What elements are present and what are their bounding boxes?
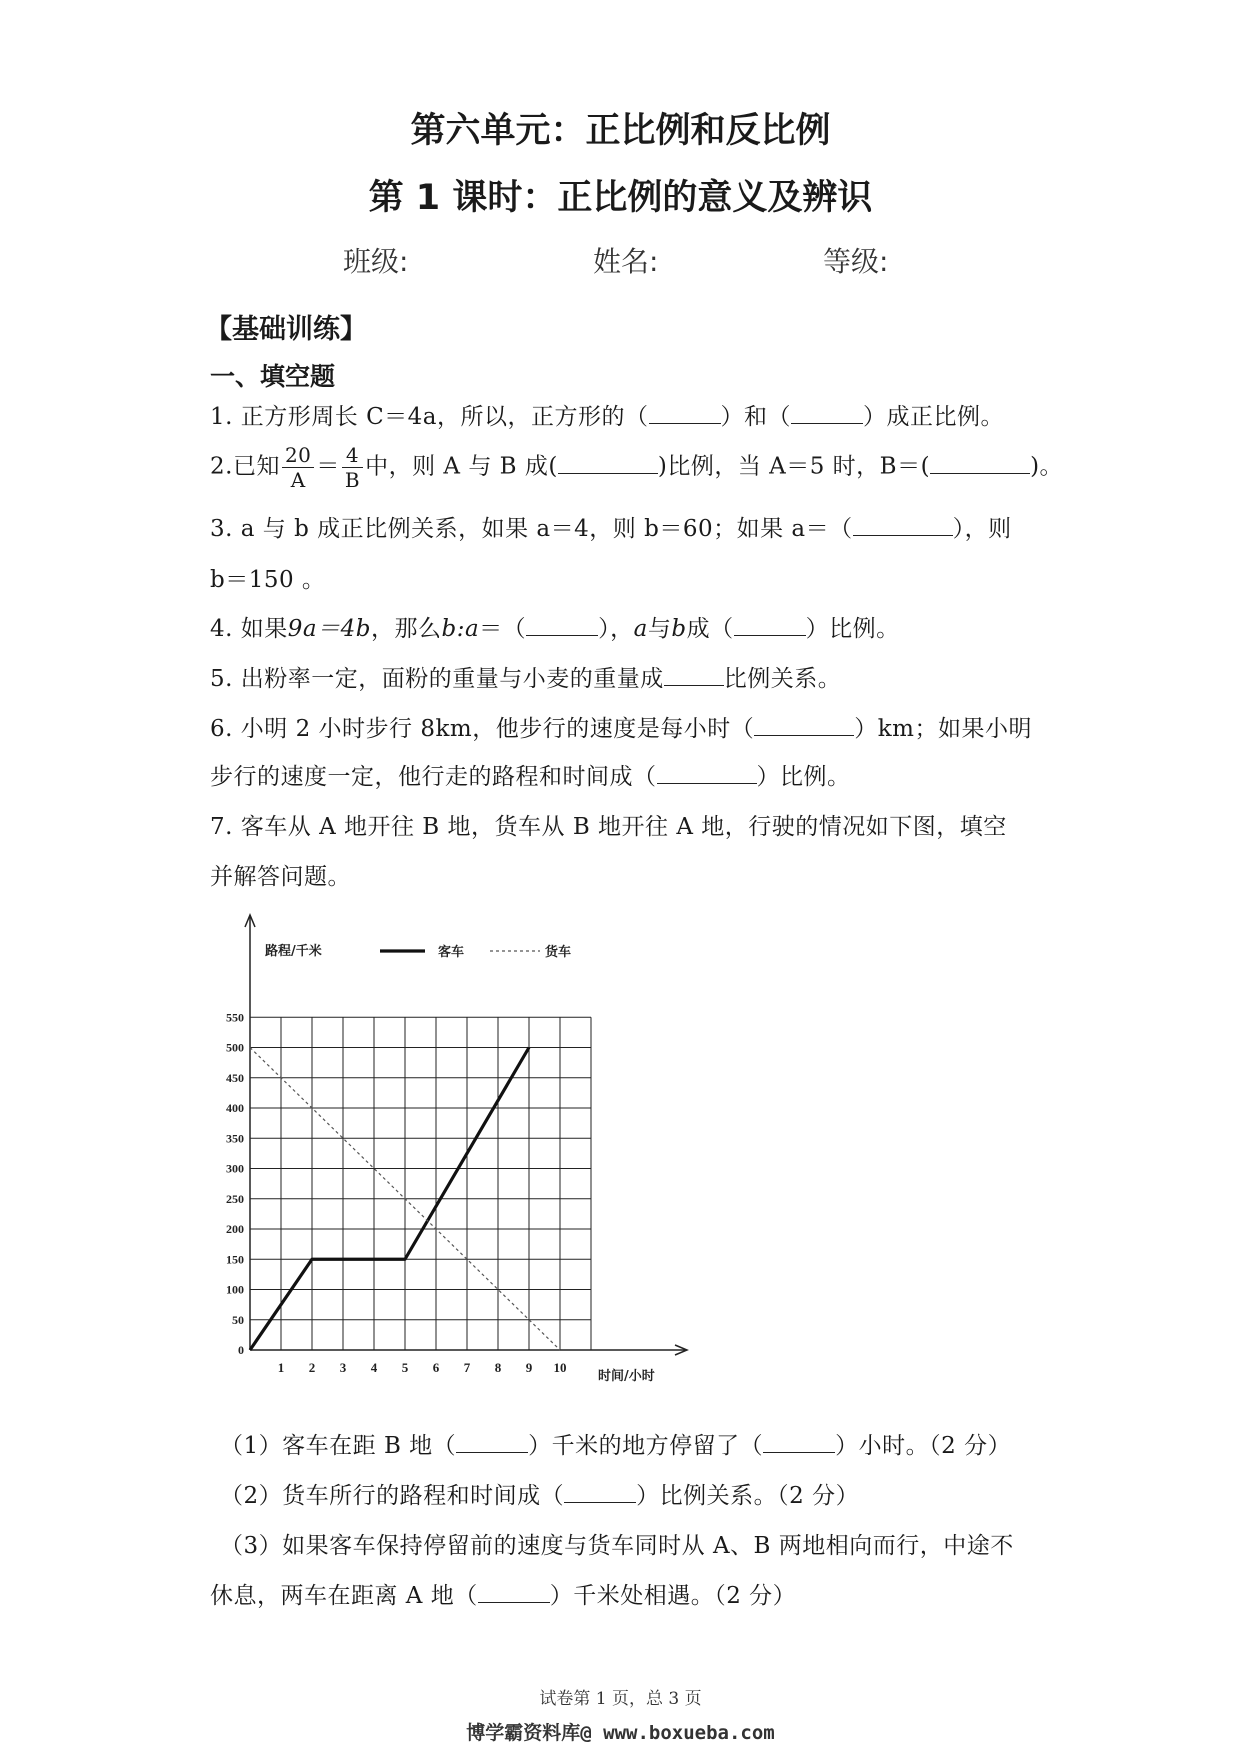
answer-blank[interactable] bbox=[456, 1451, 528, 1453]
question-7: 7. 客车从 A 地开往 B 地，货车从 B 地开往 A 地，行驶的情况如下图，填空 bbox=[210, 814, 1007, 840]
y-axis-label: 路程/千米 bbox=[265, 944, 322, 959]
chart-grid bbox=[250, 1017, 591, 1350]
lesson-title: 第 1 课时：正比例的意义及辨识 bbox=[368, 178, 873, 218]
basic-training-heading: 【基础训练】 bbox=[205, 314, 367, 345]
y-tick-label: 500 bbox=[226, 1040, 244, 1055]
x-tick-label: 4 bbox=[370, 1360, 378, 1375]
x-tick-label: 9 bbox=[525, 1360, 533, 1375]
x-tick-label: 3 bbox=[339, 1360, 347, 1375]
unit-title: 第六单元：正比例和反比例 bbox=[410, 111, 831, 151]
answer-blank[interactable] bbox=[558, 472, 658, 474]
x-axis-label: 时间/小时 bbox=[598, 1369, 655, 1384]
y-tick-label: 400 bbox=[226, 1101, 244, 1115]
distance-time-chart bbox=[200, 905, 720, 1385]
question-3: 3. a 与 b 成正比例关系，如果 a＝4，则 b＝60；如果 a＝（ ），则 bbox=[210, 516, 1012, 542]
y-tick-label: 100 bbox=[226, 1282, 244, 1297]
fraction-20-over-a: $\frac{20}{A}$ bbox=[282, 443, 314, 492]
y-tick-label: 450 bbox=[226, 1070, 244, 1085]
answer-blank[interactable] bbox=[754, 734, 854, 736]
question-6: 6. 小明 2 小时步行 8km，他步行的速度是每小时（ ）km；如果小明 bbox=[210, 716, 1032, 742]
answer-blank[interactable] bbox=[657, 782, 757, 784]
answer-blank[interactable] bbox=[930, 472, 1030, 474]
question-5: 5. 出粉率一定，面粉的重量与小麦的重量成 比例关系。 bbox=[210, 666, 842, 692]
grade-label: 等级: bbox=[823, 245, 889, 278]
chart-ticks bbox=[226, 943, 655, 1384]
x-tick-label: 1 bbox=[277, 1360, 285, 1375]
question-7-line-2: 并解答问题。 bbox=[210, 864, 351, 890]
y-tick-label: 350 bbox=[226, 1131, 244, 1146]
legend-label-freight-truck: 货车 bbox=[545, 945, 572, 960]
class-label: 班级: bbox=[343, 245, 409, 278]
question-1: 1. 正方形周长 C＝4a，所以，正方形的（ ）和（ ）成正比例。 bbox=[210, 404, 1005, 430]
answer-blank[interactable] bbox=[853, 534, 953, 536]
question-4: 4. 如果9a＝4b，那么b:a＝（ ），a与b成（ ）比例。 bbox=[210, 616, 900, 642]
chart-legend bbox=[380, 944, 571, 960]
x-tick-label: 5 bbox=[401, 1360, 409, 1375]
question-2: 2.已知 $\frac{20}{A}$ ＝ $\frac{4}{B}$ 中，则 A 与 B 成( )比例，当 A＝5 时，B＝( )。 bbox=[210, 443, 1064, 492]
y-tick-label: 250 bbox=[226, 1191, 244, 1206]
answer-blank[interactable] bbox=[564, 1501, 636, 1503]
page-footer: 试卷第 1 页，总 3 页 bbox=[539, 1689, 702, 1709]
fraction-4-over-b: $\frac{4}{B}$ bbox=[342, 443, 363, 492]
y-tick-label: 0 bbox=[238, 1343, 244, 1357]
y-tick-label: 150 bbox=[226, 1252, 244, 1267]
sub-question-1: （1）客车在距 B 地（ ）千米的地方停留了（ ）小时。（2 分） bbox=[220, 1433, 1012, 1459]
answer-blank[interactable] bbox=[734, 634, 806, 636]
answer-blank[interactable] bbox=[649, 422, 721, 424]
answer-blank[interactable] bbox=[664, 684, 724, 686]
answer-blank[interactable] bbox=[791, 422, 863, 424]
x-tick-label: 8 bbox=[494, 1360, 502, 1375]
answer-blank[interactable] bbox=[763, 1451, 835, 1453]
answer-blank[interactable] bbox=[526, 634, 598, 636]
y-tick-label: 550 bbox=[226, 1010, 244, 1025]
sub-question-3-line-2: 休息，两车在距离 A 地（ ）千米处相遇。（2 分） bbox=[210, 1583, 797, 1609]
answer-blank[interactable] bbox=[478, 1601, 550, 1603]
x-tick-label: 7 bbox=[463, 1360, 471, 1375]
question-6-line-2: 步行的速度一定，他行走的路程和时间成（ ）比例。 bbox=[210, 764, 851, 790]
y-tick-label: 50 bbox=[232, 1312, 244, 1327]
y-tick-label: 300 bbox=[226, 1161, 244, 1176]
x-tick-label: 10 bbox=[553, 1360, 567, 1375]
fill-blank-heading: 一、填空题 bbox=[210, 362, 336, 391]
y-tick-label: 200 bbox=[226, 1222, 244, 1236]
name-label: 姓名: bbox=[593, 245, 659, 278]
x-tick-label: 6 bbox=[432, 1360, 440, 1375]
question-3-line-2: b＝150 。 bbox=[210, 567, 326, 593]
source-watermark: 博学霸资料库@ www.boxueba.com bbox=[466, 1722, 775, 1744]
sub-question-2: （2）货车所行的路程和时间成（ ）比例关系。（2 分） bbox=[220, 1483, 860, 1509]
x-tick-label: 2 bbox=[308, 1360, 316, 1375]
legend-label-passenger-bus: 客车 bbox=[438, 945, 465, 960]
sub-question-3: （3）如果客车保持停留前的速度与货车同时从 A、B 两地相向而行，中途不 bbox=[220, 1533, 1014, 1559]
